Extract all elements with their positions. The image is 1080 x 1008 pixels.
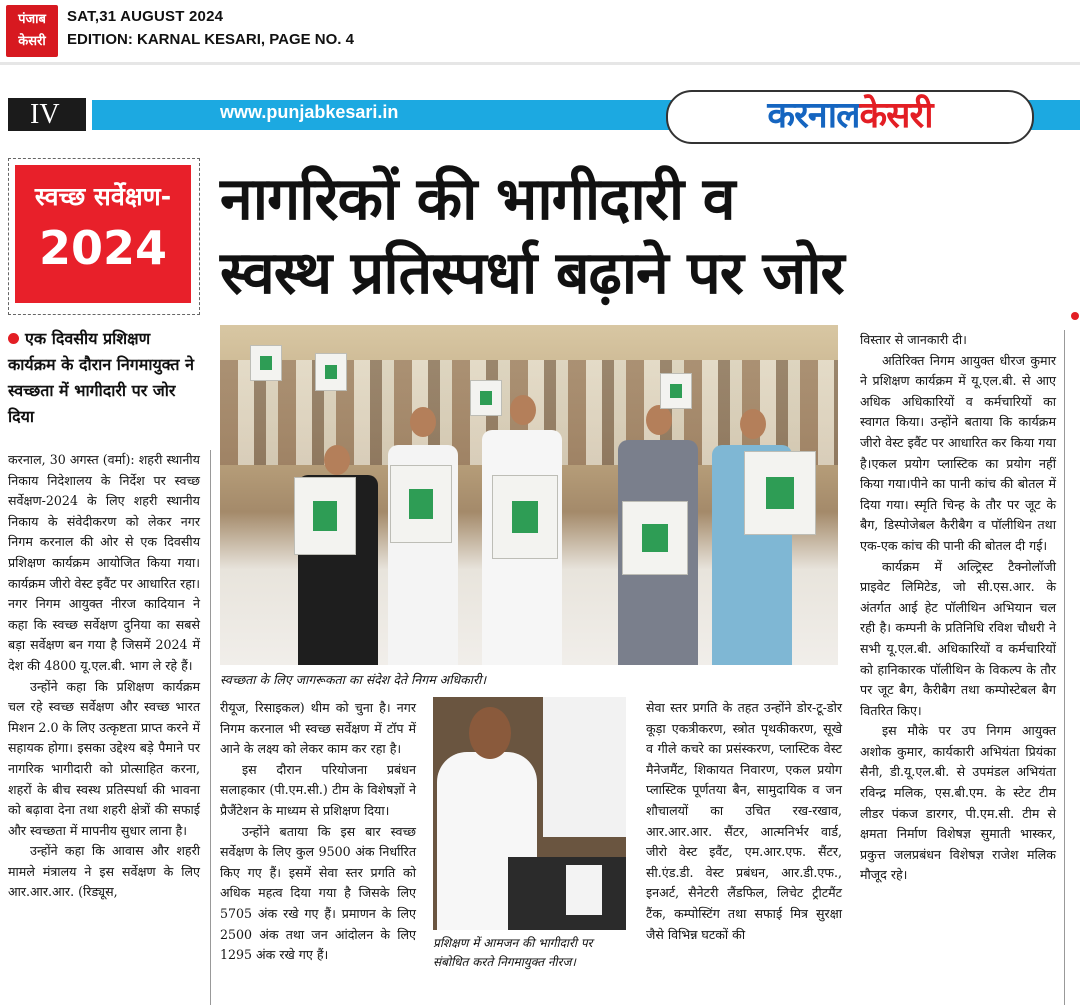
article-column-2	[220, 698, 416, 966]
masthead	[666, 90, 1034, 144]
jute-bag	[250, 345, 282, 381]
masthead-karnal: करनाल	[767, 95, 860, 136]
photo-caption: स्वच्छता के लिए जागरूकता का संदेश देते निगम अधिकारी।	[220, 672, 487, 687]
photo-person-head	[740, 409, 766, 439]
jute-bag	[390, 465, 452, 543]
publication-date: SAT,31 AUGUST 2024	[67, 8, 224, 25]
survey-badge	[15, 165, 191, 303]
column-divider	[210, 450, 211, 1005]
speaker-photo-caption: प्रशिक्षण में आमजन की भागीदारी पर संबोधित करते निगमायुक्त नीरज।	[433, 936, 593, 969]
column-divider	[1064, 330, 1065, 1005]
photo-person-head	[324, 445, 350, 475]
col4-para1: विस्तार से जानकारी दी।	[860, 332, 967, 347]
header-divider	[0, 62, 1080, 65]
article-column-3	[646, 698, 842, 945]
article-column-1	[8, 450, 200, 903]
col4-para2: अतिरिक्त निगम आयुक्त धीरज कुमार ने प्रशिक्षण कार्यक्रम में यू.एल.बी. से आए अधिक अधिकारियों व कर्मचारियों का स्वागत किया। उन्होंने बताया कि कार्यक्रम जीरो वेस्ट इवैंट पर आधारित कर किया गया है।एकल प्रयोग प्लास्टिक का प्रयोग नहीं किया गया।पीने का पानी कांच की बोतल में दिया गया। स्मृति चिन्ह के तौर पर जूट के बैग, डिस्पोजेबल कैरीबैग व पॉलीथिन तथा एक-एक कांच की पानी की बोतल दी गई।	[860, 352, 1056, 553]
website-url[interactable]: www.punjabkesari.in	[220, 102, 399, 122]
headline-line1: नागरिकों की भागीदारी व	[220, 164, 735, 233]
speaker-photo	[433, 697, 626, 930]
col2-para3: उन्होंने बताया कि इस बार स्वच्छ सर्वेक्षण के लिए कुल 9500 अंक निर्धारित किए गए हैं। इसमें सेवा स्तर प्रगति को अधिक महत्व दिया गया है जिसके लिए 5705 अंक रखे गए हैं। प्रमाणन के लिए 2500 अंक तथा जन आंदोलन के लिए 1295 अंक रखे गए हैं।	[220, 823, 416, 963]
badge-line1: स्वच्छ सर्वेक्षण-	[34, 182, 172, 211]
logo-line1: पंजाब	[18, 12, 46, 27]
col1-para1: करनाल, 30 अगस्त (वर्मा): शहरी स्थानीय निकाय निदेशालय के निर्देश पर स्वच्छ सर्वेक्षण-2024 के लिए शहरी स्थानीय निकाय के संवेदीकरण को लेकर नगर निगम करनाल की ओर से एक दिवसीय प्रशिक्षण कार्यक्रम आयोजित किया गया। कार्यक्रम जीरो वेस्ट इवैंट पर आधारित रहा। नगर निगम आयुक्त नीरज कादियान ने कहा कि स्वच्छ सर्वेक्षण दुनिया का सबसे बड़ा सर्वेक्षण बन गया है जिसमें 2024 में देश की 4800 यू.एल.बी. भाग ले रहे हैं।	[8, 452, 200, 673]
article-column-4	[860, 330, 1056, 886]
page-numeral: IV	[8, 98, 86, 131]
edition-info: EDITION: KARNAL KESARI, PAGE NO. 4	[67, 31, 354, 48]
subhead-text: एक दिवसीय प्रशिक्षण कार्यक्रम के दौरान निगमायुक्त ने स्वच्छता में भागीदारी पर जोर दिया	[8, 329, 194, 426]
col2-para1: रीयूज, रिसाइकल) थीम को चुना है। नगर निगम करनाल भी स्वच्छ सर्वेक्षण में टॉप में आने के लक्ष्य को लेकर काम कर रहा है।	[220, 700, 416, 757]
subhead	[8, 326, 200, 430]
next-article-bullet-icon	[1071, 312, 1079, 320]
jute-bag	[470, 380, 502, 416]
speaker-head	[469, 707, 511, 759]
photo-person-head	[646, 405, 672, 435]
jute-bag	[622, 501, 688, 575]
jute-bag	[492, 475, 558, 559]
main-photo	[220, 325, 838, 665]
col1-para2: उन्होंने कहा कि प्रशिक्षण कार्यक्रम चल रहे स्वच्छ सर्वेक्षण और स्वच्छ भारत मिशन 2.0 के लिए उत्कृष्टता प्राप्त करने में सहायक होगा। इसका उद्देश्य बड़े पैमाने पर नागरिक भागीदारी को प्रोत्साहित करना, शहरों के बीच स्वस्थ प्रतिस्पर्धा की भावना को बढ़ावा देना तथा शहरी क्षेत्रों की सफाई और स्वच्छता में मापनीय सुधार लाना है।	[8, 678, 200, 838]
masthead-kesari: केसरी	[859, 95, 933, 136]
photo-person-head	[510, 395, 536, 425]
col4-para3: कार्यक्रम में अल्ट्रिस्ट टैक्नोलॉजी प्राइवेट लिमिटेड, जो सी.एस.आर. के अंतर्गत आई हेट पॉलीथिन अभियान चल रही है। कम्पनी के प्रतिनिधि रविश चौधरी ने सभी यू.एल.बी. अधिकारियों व कर्मचारियों को हानिकारक पॉलीथिन के विकल्प के तौर पर जूट बैग, कैरीबैग तथा कम्पोस्टेबल बैग वितरित किए।	[860, 558, 1056, 718]
headline	[220, 162, 1065, 310]
jute-bag	[744, 451, 816, 535]
headline-line2: स्वस्थ प्रतिस्पर्धा बढ़ाने पर जोर	[220, 238, 844, 307]
col2-para2: इस दौरान परियोजना प्रबंधन सलाहकार (पी.एम.सी.) टीम के विशेषज्ञों ने प्रैजैंटेशन के माध्यम से प्रशिक्षण दिया।	[220, 761, 416, 818]
jute-bag	[315, 353, 347, 391]
punjab-kesari-logo	[6, 5, 58, 57]
logo-line2: केसरी	[18, 34, 46, 49]
col1-para3: उन्होंने कहा कि आवास और शहरी मामले मंत्रालय ने इस सर्वेक्षण के लिए आर.आर.आर. (रिड्यूस,	[8, 843, 200, 900]
podium	[508, 857, 626, 930]
col4-para4: इस मौके पर उप निगम आयुक्त अशोक कुमार, कार्यकारी अभियंता प्रियंका सैनी, डी.यू.एल.बी. से उपमंडल अभियंता रविन्द्र मलिक, एस.बी.एम. के स्टेट टीम लीडर पंकज डारगर, पी.एम.सी. टीम से क्षमता निर्माण विशेषज्ञ सुमाती भास्कर, प्रकुत्त जलप्रबंधन विशेषज्ञ राजेश मलिक मौजूद रहे।	[860, 723, 1056, 883]
jute-bag	[294, 477, 356, 555]
photo-person-head	[410, 407, 436, 437]
page-banner	[0, 95, 1080, 136]
col3-para1: सेवा स्तर प्रगति के तहत उन्होंने डोर-टू-डोर कूड़ा एकत्रीकरण, स्त्रोत पृथकीकरण, सूखे व गीले कचरे का प्रसंस्करण, प्लास्टिक वेस्ट मैनेजमैंट, शिकायत निवारण, एकल प्रयोग प्लास्टिक पूर्णतया बैन, सामुदायिक व जन शौचालयों का उचित रख-रखाव, आर.आर.आर. सैंटर, आत्मनिर्भर वार्ड, जीरो वेस्ट इवैंट, एम.आर.एफ. सैंटर, सी.एंड.डी. वेस्ट प्रबंधन, आर.डी.एफ., इनअर्ट, सैनेटरी लैंडफिल, लिचेट ट्रीटमैंट टैंक, कम्पोस्टिंग तथा सफाई मित्र सुरक्षा जैसे विभिन्न घटकों की	[646, 700, 842, 942]
projector-screen	[543, 697, 626, 837]
bullet-icon	[8, 333, 19, 344]
jute-bag	[660, 373, 692, 409]
edition-header	[0, 0, 1080, 62]
badge-year: 2024	[38, 221, 168, 275]
